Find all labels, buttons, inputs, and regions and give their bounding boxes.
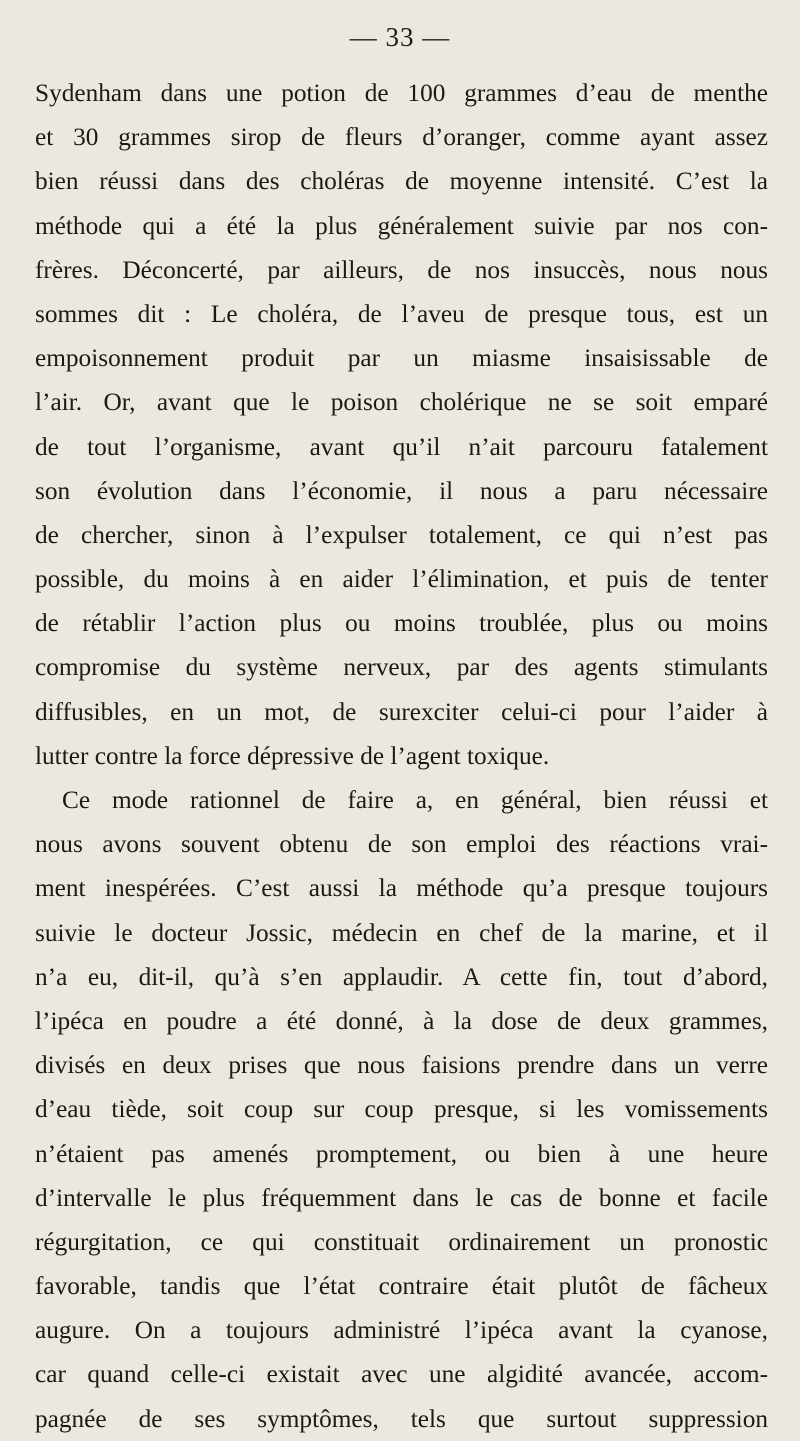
text-line: suivie le docteur Jossic, médecin en chef de la marine, et il [35, 918, 768, 947]
text-line: compromise du système nerveux, par des agents stimulants [35, 653, 768, 682]
text-line: frères. Déconcerté, par ailleurs, de nos insuccès, nous nous [35, 255, 768, 284]
text-line: empoisonnement produit par un miasme insaisissable de [35, 344, 768, 373]
text-line: car quand celle-ci existait avec une algidité avancée, accom- [35, 1360, 768, 1389]
text-line: son évolution dans l’économie, il nous a paru nécessaire [35, 476, 768, 505]
text-line: régurgitation, ce qui constituait ordinairement un pronostic [35, 1227, 768, 1256]
text-line: favorable, tandis que l’état contraire était plutôt de fâcheux [35, 1272, 768, 1301]
text-line: pagnée de ses symptômes, tels que surtout suppression [35, 1404, 768, 1433]
text-line: bien réussi dans des choléras de moyenne intensité. C’est la [35, 167, 768, 196]
text-line: n’étaient pas amenés promptement, ou bien à une heure [35, 1139, 768, 1168]
text-line: Ce mode rationnel de faire a, en général, bien réussi et [62, 786, 768, 814]
text-line: méthode qui a été la plus généralement suivie par nos con- [35, 211, 768, 240]
text-line: sommes dit : Le choléra, de l’aveu de presque tous, est un [35, 299, 768, 328]
text-line: de rétablir l’action plus ou moins troublée, plus ou moins [35, 609, 768, 638]
text-line: d’intervalle le plus fréquemment dans le cas de bonne et facile [35, 1183, 768, 1212]
text-line: de tout l’organisme, avant qu’il n’ait parcouru fatalement [35, 432, 768, 461]
text-line: Sydenham dans une potion de 100 grammes d’eau de menthe [35, 79, 768, 107]
text-line: l’ipéca en poudre a été donné, à la dose de deux grammes, [35, 1006, 768, 1035]
text-line: n’a eu, dit-il, qu’à s’en applaudir. A cette fin, tout d’abord, [35, 962, 768, 991]
text-line: l’air. Or, avant que le poison cholérique ne se soit emparé [35, 388, 768, 417]
page-number: — 33 — [349, 22, 451, 52]
text-line: augure. On a toujours administré l’ipéca avant la cyanose, [35, 1316, 768, 1345]
text-line: divisés en deux prises que nous faisions prendre dans un verre [35, 1051, 768, 1080]
body-text [35, 71, 768, 1441]
text-line: et 30 grammes sirop de fleurs d’oranger, comme ayant assez [35, 123, 768, 152]
text-line: ment inespérées. C’est aussi la méthode qu’a presque toujours [35, 874, 768, 903]
text-line: diffusibles, en un mot, de surexciter celui-ci pour l’aider à [35, 697, 768, 726]
text-line: possible, du moins à en aider l’élimination, et puis de tenter [35, 565, 768, 594]
text-line: lutter contre la force dépressive de l’agent toxique. [35, 741, 550, 770]
text-line: de chercher, sinon à l’expulser totalement, ce qui n’est pas [35, 520, 768, 549]
text-line: d’eau tiède, soit coup sur coup presque, si les vomissements [35, 1095, 768, 1124]
text-line: nous avons souvent obtenu de son emploi des réactions vrai- [35, 830, 768, 859]
